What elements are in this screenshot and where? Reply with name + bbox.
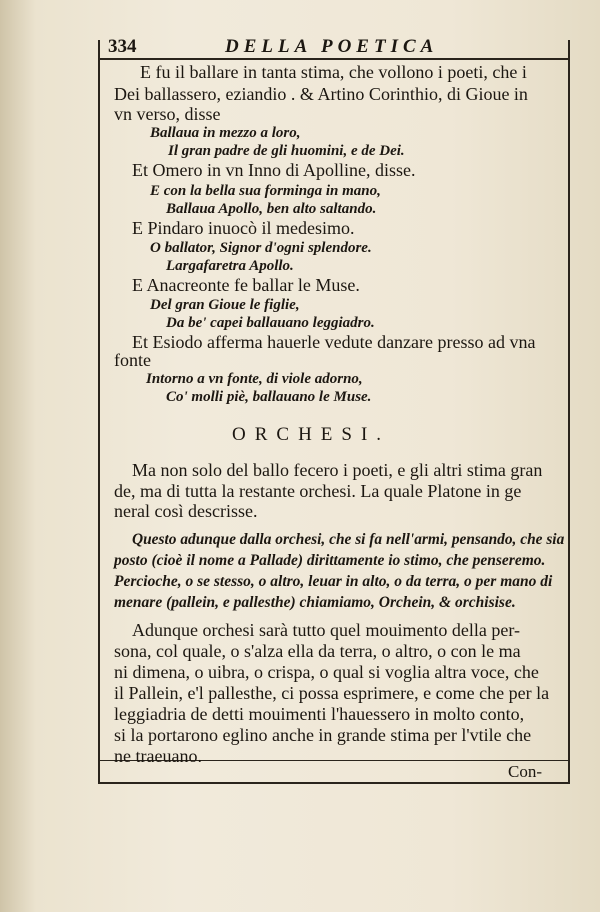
paragraph-line: Ma non solo del ballo fecero i poeti, e gli altri stima gran [132,460,543,480]
verse-line: Da be' capei ballauano leggiadro. [166,315,375,331]
paragraph-line: sona, col quale, o s'alza ella da terra, o altro, o con le ma [114,641,521,661]
paragraph-line: Adunque orchesi sarà tutto quel mouimento della per- [132,620,521,640]
verse-line: Co' molli piè, ballauano le Muse. [166,389,372,405]
text-line: E Anacreonte fe ballar le Muse. [132,275,360,295]
paragraph-line: leggiadria de detti mouimenti l'hauessero in molto conto, [114,704,525,724]
text-line: E fu il ballare in tanta stima, che vollono i poeti, che i [140,62,527,82]
verse-line: E con la bella sua forminga in mano, [150,183,381,199]
text-line: Et Esiodo afferma hauerle vedute danzare presso ad vna [132,332,536,352]
text-line: Et Omero in vn Inno di Apolline, disse. [132,160,416,180]
paragraph-line: il Pallein, e'l pallesthe, ci possa esprimere, e come che per la [114,683,550,703]
verse-line: Largafaretra Apollo. [166,258,294,274]
paragraph-line: ne traeuano. [114,746,202,766]
paragraph-line: ni dimena, o uibra, o crispa, o qual si voglia altra voce, che [114,662,539,682]
catchword: Con- [508,762,542,781]
quote-line: Percioche, o se stesso, o altro, leuar in alto, o da terra, o per mano di [114,573,553,590]
header-rule [98,58,568,60]
section-title: ORCHESI. [232,424,391,445]
verse-line: O ballator, Signor d'ogni splendore. [150,240,372,256]
page-number: 334 [108,36,137,57]
verse-line: Del gran Gioue le figlie, [150,297,300,313]
paragraph-line: neral così descrisse. [114,501,258,521]
quote-line: Questo adunque dalla orchesi, che si fa nell'armi, pensando, che sia [132,531,565,548]
paragraph-line: de, ma di tutta la restante orchesi. La quale Platone in ge [114,481,522,501]
text-line: Dei ballassero, eziandio . & Artino Corinthio, di Gioue in [114,84,528,104]
verse-line: Ballaua Apollo, ben alto saltando. [166,201,377,217]
text-line: vn verso, disse [114,104,221,124]
verse-line: Ballaua in mezzo a loro, [150,125,301,141]
quote-line: menare (pallein, e pallesthe) chiamiamo, Orchein, & orchisise. [114,594,516,611]
running-head: DELLA POETICA [225,36,439,57]
verse-line: Il gran padre de gli huomini, e de Dei. [168,143,405,159]
quote-line: posto (cioè il nome a Pallade) dirittamente io stimo, che penseremo. [114,552,546,569]
text-line: fonte [114,350,151,370]
paragraph-line: si la portarono eglino anche in grande stima per l'vtile che [114,725,532,745]
verse-line: Intorno a vn fonte, di viole adorno, [146,371,363,387]
text-line: E Pindaro inuocò il medesimo. [132,218,355,238]
